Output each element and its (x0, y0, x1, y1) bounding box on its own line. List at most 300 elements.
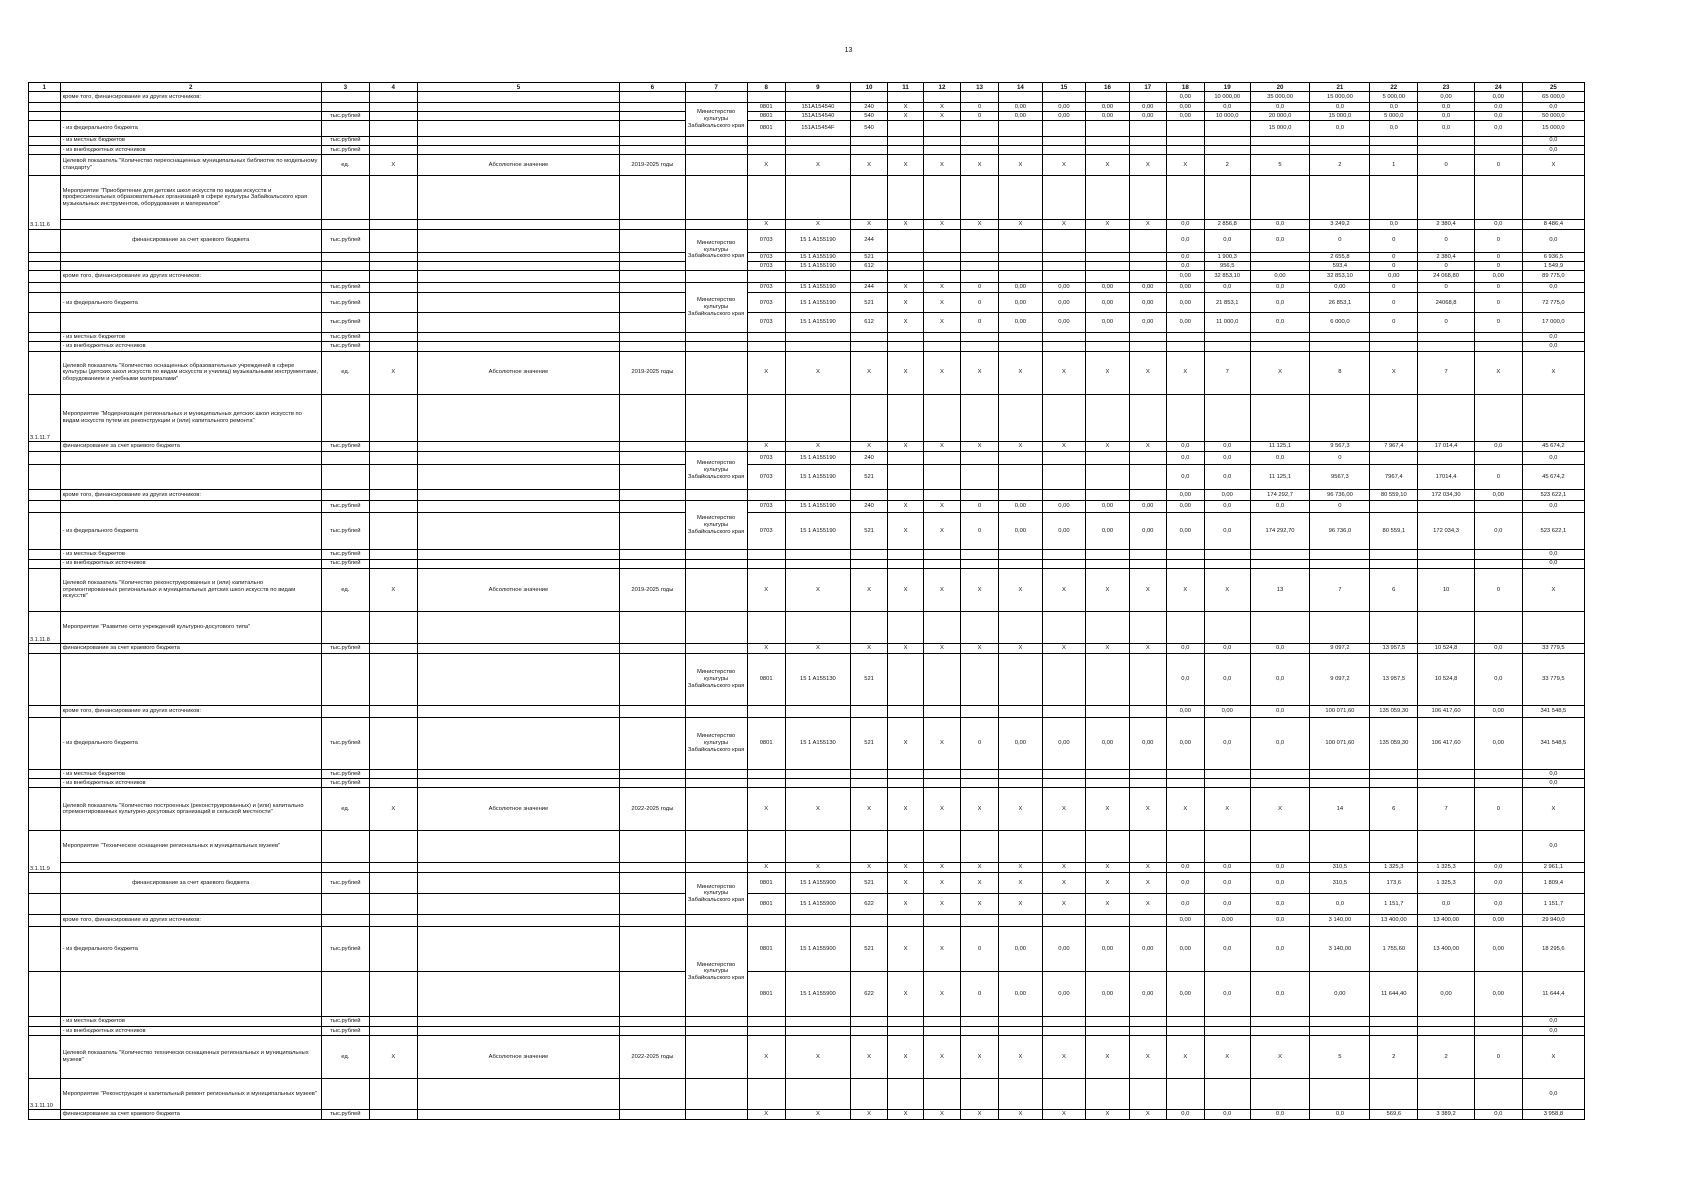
indicator-type-cell (417, 611, 620, 644)
value-cell: 10 524,8 (1418, 644, 1475, 653)
unit-cell: тыс.рублей (321, 332, 369, 341)
column-4-cell (369, 769, 417, 778)
unit-cell (321, 705, 369, 717)
value-cell (961, 611, 999, 644)
value-cell: 0,00 (1474, 717, 1522, 769)
column-number-cell: 23 (1418, 83, 1475, 92)
description-cell: - из федерального бюджета (60, 717, 321, 769)
measure-number-cell (29, 653, 61, 705)
value-cell: X (1086, 873, 1130, 894)
value-cell: X (923, 1110, 960, 1120)
column-4-cell (369, 229, 417, 252)
value-cell (1370, 501, 1418, 513)
value-cell: 0 (961, 926, 999, 971)
value-cell (851, 705, 888, 717)
value-cell: X (747, 1036, 785, 1079)
table-row (29, 779, 1585, 788)
value-cell: 15 1 A155190 (785, 262, 850, 271)
value-cell (1166, 550, 1204, 559)
value-cell: 0,00 (999, 972, 1043, 1017)
description-cell (60, 465, 321, 489)
column-4-cell (369, 501, 417, 513)
value-cell: X (785, 1110, 850, 1120)
measure-number-cell (29, 559, 61, 568)
period-cell (620, 769, 685, 778)
value-cell: 0801 (747, 102, 785, 111)
value-cell: 15 1 A155190 (785, 252, 850, 261)
value-cell: X (999, 862, 1043, 872)
value-cell: 0,0 (1166, 252, 1204, 261)
value-cell (999, 1017, 1043, 1026)
unit-cell: тыс.рублей (321, 779, 369, 788)
value-cell: X (888, 513, 924, 550)
unit-cell (321, 394, 369, 442)
value-cell (1474, 501, 1522, 513)
value-cell (961, 262, 999, 271)
value-cell (999, 915, 1043, 927)
value-cell: X (1370, 351, 1418, 394)
value-cell (1086, 229, 1130, 252)
value-cell: 0,0 (1250, 862, 1310, 872)
value-cell: X (923, 788, 960, 831)
period-cell (620, 862, 685, 872)
value-cell (1086, 262, 1130, 271)
indicator-type-cell: Абсолютное значение (417, 568, 620, 611)
value-cell (888, 229, 924, 252)
value-cell (1042, 121, 1086, 136)
value-cell (1250, 176, 1310, 220)
value-cell: X (851, 644, 888, 653)
value-cell: X (1042, 442, 1086, 451)
value-cell (747, 550, 785, 559)
column-number-cell: 15 (1042, 83, 1086, 92)
value-cell (999, 559, 1043, 568)
value-cell (851, 831, 888, 862)
executor-cell (685, 559, 747, 568)
value-cell (961, 705, 999, 717)
measure-number-cell (29, 1017, 61, 1026)
measure-number-cell: 3.1.11.8 (29, 611, 61, 644)
value-cell: 0,00 (1042, 313, 1086, 333)
value-cell (961, 1079, 999, 1110)
value-cell: X (888, 644, 924, 653)
measure-number-cell (29, 313, 61, 333)
value-cell: X (1204, 788, 1250, 831)
value-cell (999, 550, 1043, 559)
description-cell: кроме того, финансирование из других источников: (60, 915, 321, 927)
value-cell (1370, 550, 1418, 559)
value-cell: X (1166, 155, 1204, 176)
value-cell (888, 1079, 924, 1110)
value-cell: X (1086, 894, 1130, 915)
value-cell: 523 622,1 (1522, 489, 1584, 501)
value-cell: 0 (961, 283, 999, 293)
value-cell: 13 400,00 (1418, 915, 1475, 927)
table-row (29, 271, 1585, 283)
indicator-type-cell (417, 862, 620, 872)
value-cell: 0801 (747, 717, 785, 769)
value-cell: 174 292,70 (1250, 513, 1310, 550)
period-cell (620, 513, 685, 550)
value-cell (999, 451, 1043, 465)
value-cell: 15 1 A155900 (785, 894, 850, 915)
value-cell: X (888, 220, 924, 229)
value-cell (1370, 779, 1418, 788)
period-cell (620, 926, 685, 971)
value-cell (888, 705, 924, 717)
value-cell: X (851, 1036, 888, 1079)
value-cell: 6 936,5 (1522, 252, 1584, 261)
value-cell (1418, 611, 1475, 644)
value-cell: 0703 (747, 293, 785, 313)
value-cell: 0 (1474, 568, 1522, 611)
value-cell: 0,0 (1204, 513, 1250, 550)
value-cell: 9 097,2 (1310, 653, 1370, 705)
value-cell: 9 567,3 (1310, 442, 1370, 451)
column-number-cell: 14 (999, 83, 1043, 92)
value-cell (747, 831, 785, 862)
value-cell (923, 489, 960, 501)
indicator-type-cell (417, 220, 620, 229)
value-cell: 0,00 (1418, 972, 1475, 1017)
value-cell (1522, 611, 1584, 644)
column-4-cell (369, 136, 417, 145)
value-cell: X (923, 501, 960, 513)
value-cell: X (923, 926, 960, 971)
value-cell: X (785, 220, 850, 229)
value-cell: 0,00 (1204, 915, 1250, 927)
value-cell: 0,00 (1474, 92, 1522, 102)
value-cell (1204, 342, 1250, 351)
value-cell: 3 140,00 (1310, 926, 1370, 971)
value-cell: X (1129, 894, 1166, 915)
measure-number-cell (29, 489, 61, 501)
value-cell: 0,00 (1474, 915, 1522, 927)
value-cell: 0,00 (1204, 705, 1250, 717)
value-cell: X (888, 501, 924, 513)
value-cell: 3 249,2 (1310, 220, 1370, 229)
column-4-cell (369, 465, 417, 489)
value-cell: X (1042, 220, 1086, 229)
value-cell: 0,0 (1474, 513, 1522, 550)
value-cell: 151A15454F (785, 121, 850, 136)
indicator-type-cell (417, 926, 620, 971)
description-cell: - из местных бюджетов (60, 550, 321, 559)
value-cell: X (1166, 568, 1204, 611)
indicator-type-cell (417, 705, 620, 717)
value-cell (785, 136, 850, 145)
table-row (29, 342, 1585, 351)
value-cell (923, 705, 960, 717)
value-cell: X (1522, 568, 1584, 611)
value-cell: 15 000,00 (1310, 92, 1370, 102)
indicator-type-cell (417, 1017, 620, 1026)
indicator-type-cell (417, 262, 620, 271)
value-cell: X (961, 155, 999, 176)
value-cell (999, 176, 1043, 220)
value-cell (1250, 831, 1310, 862)
table-row (29, 92, 1585, 102)
description-cell (60, 313, 321, 333)
value-cell (1129, 262, 1166, 271)
value-cell (1370, 136, 1418, 145)
value-cell: X (888, 293, 924, 313)
indicator-type-cell (417, 176, 620, 220)
value-cell (1418, 176, 1475, 220)
value-cell: X (785, 155, 850, 176)
measure-number-cell (29, 915, 61, 927)
value-cell: 0,00 (1166, 102, 1204, 111)
value-cell: 0 (1474, 262, 1522, 271)
table-row (29, 1017, 1585, 1026)
measure-number-cell (29, 550, 61, 559)
value-cell (1086, 550, 1130, 559)
description-cell: Целевой показатель "Количество оснащенных образовательных учреждений в сфере культуры (детских школ искусств по видам искусств и училищ) музыкальными инструментами, оборудованием и учебными материалами" (60, 351, 321, 394)
value-cell (785, 915, 850, 927)
period-cell (620, 550, 685, 559)
table-row (29, 155, 1585, 176)
unit-cell (321, 465, 369, 489)
value-cell: 0 (1370, 293, 1418, 313)
value-cell (1129, 611, 1166, 644)
value-cell (1204, 1079, 1250, 1110)
value-cell: X (1042, 568, 1086, 611)
value-cell (888, 550, 924, 559)
value-cell: 1 325,3 (1418, 862, 1475, 872)
value-cell (923, 262, 960, 271)
value-cell (1204, 779, 1250, 788)
value-cell: 10 524,8 (1418, 653, 1475, 705)
value-cell (1370, 332, 1418, 341)
value-cell: 0,00 (1086, 293, 1130, 313)
value-cell: 0,00 (1166, 717, 1204, 769)
value-cell: X (1086, 1110, 1130, 1120)
value-cell: 0,0 (1250, 653, 1310, 705)
indicator-type-cell (417, 873, 620, 894)
value-cell: 10 (1418, 568, 1475, 611)
value-cell: 15 000,0 (1522, 121, 1584, 136)
value-cell: X (888, 862, 924, 872)
value-cell (1166, 779, 1204, 788)
table-row (29, 894, 1585, 915)
value-cell: 0801 (747, 873, 785, 894)
value-cell: X (1204, 568, 1250, 611)
unit-cell: тыс.рублей (321, 513, 369, 550)
value-cell (1418, 550, 1475, 559)
value-cell (1204, 121, 1250, 136)
executor-cell (685, 351, 747, 394)
value-cell (1129, 1079, 1166, 1110)
value-cell (851, 176, 888, 220)
value-cell: 0,0 (1204, 873, 1250, 894)
column-4-cell (369, 92, 417, 102)
indicator-type-cell (417, 1026, 620, 1035)
value-cell: X (1250, 351, 1310, 394)
executor-cell (685, 1110, 747, 1120)
value-cell (923, 92, 960, 102)
value-cell (1418, 769, 1475, 778)
measure-number-cell (29, 894, 61, 915)
description-cell: - из внебюджетных источников (60, 779, 321, 788)
value-cell: X (961, 894, 999, 915)
measure-number-cell (29, 501, 61, 513)
value-cell: X (961, 788, 999, 831)
value-cell: 0,0 (1204, 894, 1250, 915)
description-cell: Мероприятие "Реконструкция и капитальный ремонт региональных и муниципальных музеев" (60, 1079, 321, 1110)
value-cell: X (851, 862, 888, 872)
unit-cell: тыс.рублей (321, 926, 369, 971)
value-cell: X (747, 568, 785, 611)
value-cell: 0,00 (1042, 717, 1086, 769)
value-cell: 0,0 (1522, 283, 1584, 293)
indicator-type-cell (417, 283, 620, 293)
value-cell (785, 92, 850, 102)
executor-cell (685, 332, 747, 341)
column-number-cell: 3 (321, 83, 369, 92)
value-cell: X (923, 513, 960, 550)
value-cell: 0,00 (1370, 271, 1418, 283)
value-cell (888, 779, 924, 788)
value-cell: 240 (851, 451, 888, 465)
value-cell: 0 (1370, 229, 1418, 252)
value-cell: X (999, 873, 1043, 894)
value-cell (1418, 559, 1475, 568)
value-cell: X (923, 112, 960, 121)
value-cell (1310, 145, 1370, 154)
value-cell (1086, 611, 1130, 644)
value-cell: 0,0 (1310, 121, 1370, 136)
value-cell: X (1086, 568, 1130, 611)
value-cell: 2 655,8 (1310, 252, 1370, 261)
value-cell (1418, 501, 1475, 513)
value-cell (851, 332, 888, 341)
value-cell (923, 831, 960, 862)
value-cell: 0 (1370, 252, 1418, 261)
value-cell (999, 489, 1043, 501)
measure-number-cell: 3.1.11.7 (29, 394, 61, 442)
table-row (29, 102, 1585, 111)
value-cell: 0,0 (1250, 894, 1310, 915)
value-cell (1166, 121, 1204, 136)
period-cell: 2019-2025 годы (620, 155, 685, 176)
value-cell (1474, 342, 1522, 351)
description-cell (60, 894, 321, 915)
measure-number-cell (29, 332, 61, 341)
value-cell: 0 (1474, 313, 1522, 333)
period-cell (620, 145, 685, 154)
value-cell: X (923, 313, 960, 333)
value-cell: X (923, 293, 960, 313)
value-cell (785, 1026, 850, 1035)
value-cell (1370, 831, 1418, 862)
value-cell: 15 1 A155900 (785, 873, 850, 894)
description-cell: кроме того, финансирование из других источников: (60, 705, 321, 717)
value-cell (1166, 1017, 1204, 1026)
measure-number-cell: 3.1.11.9 (29, 831, 61, 873)
value-cell (1042, 252, 1086, 261)
indicator-type-cell (417, 342, 620, 351)
value-cell: 0,0 (1250, 501, 1310, 513)
value-cell: 2 (1204, 155, 1250, 176)
column-4-cell (369, 653, 417, 705)
value-cell: 244 (851, 283, 888, 293)
period-cell (620, 102, 685, 111)
value-cell: X (1042, 351, 1086, 394)
unit-cell (321, 653, 369, 705)
value-cell: 2 (1310, 155, 1370, 176)
value-cell (888, 489, 924, 501)
table-row (29, 332, 1585, 341)
value-cell (1086, 342, 1130, 351)
executor-cell: Министерство культуры Забайкальского края (685, 873, 747, 915)
period-cell (620, 915, 685, 927)
measure-number-cell (29, 779, 61, 788)
unit-cell (321, 972, 369, 1017)
period-cell: 2019-2025 годы (620, 568, 685, 611)
value-cell: 1 900,3 (1204, 252, 1250, 261)
value-cell (1250, 769, 1310, 778)
description-cell: - из местных бюджетов (60, 332, 321, 341)
value-cell: 0,0 (1522, 501, 1584, 513)
value-cell (1310, 559, 1370, 568)
value-cell: 151A154540 (785, 102, 850, 111)
value-cell: 0 (1418, 313, 1475, 333)
value-cell: X (1166, 788, 1204, 831)
value-cell (888, 611, 924, 644)
value-cell: 521 (851, 513, 888, 550)
value-cell: 1 (1370, 155, 1418, 176)
unit-cell (321, 262, 369, 271)
value-cell (888, 831, 924, 862)
value-cell (1166, 559, 1204, 568)
value-cell: 5 000,0 (1370, 112, 1418, 121)
value-cell: X (1042, 788, 1086, 831)
value-cell (1370, 1026, 1418, 1035)
value-cell (1250, 342, 1310, 351)
value-cell: 0 (961, 513, 999, 550)
value-cell: X (999, 568, 1043, 611)
value-cell: 0,00 (1250, 271, 1310, 283)
value-cell (747, 145, 785, 154)
indicator-type-cell (417, 1110, 620, 1120)
value-cell: 15 1 A155130 (785, 717, 850, 769)
value-cell (851, 271, 888, 283)
value-cell (1042, 559, 1086, 568)
value-cell (1474, 779, 1522, 788)
value-cell (1474, 332, 1522, 341)
description-cell: кроме того, финансирование из других источников: (60, 271, 321, 283)
value-cell: 1 755,60 (1370, 926, 1418, 971)
value-cell (1310, 769, 1370, 778)
value-cell: 0,00 (1166, 926, 1204, 971)
value-cell (1042, 1026, 1086, 1035)
value-cell: X (999, 351, 1043, 394)
value-cell: 14 (1310, 788, 1370, 831)
measure-number-cell (29, 1036, 61, 1079)
value-cell: X (1166, 1036, 1204, 1079)
value-cell (747, 394, 785, 442)
value-cell: X (1204, 1036, 1250, 1079)
unit-cell (321, 220, 369, 229)
period-cell (620, 717, 685, 769)
table-row (29, 873, 1585, 894)
value-cell: 0,0 (1522, 136, 1584, 145)
value-cell: 0,00 (999, 112, 1043, 121)
value-cell (1129, 653, 1166, 705)
indicator-type-cell (417, 513, 620, 550)
executor-cell (685, 1026, 747, 1035)
value-cell: 2 (1370, 1036, 1418, 1079)
